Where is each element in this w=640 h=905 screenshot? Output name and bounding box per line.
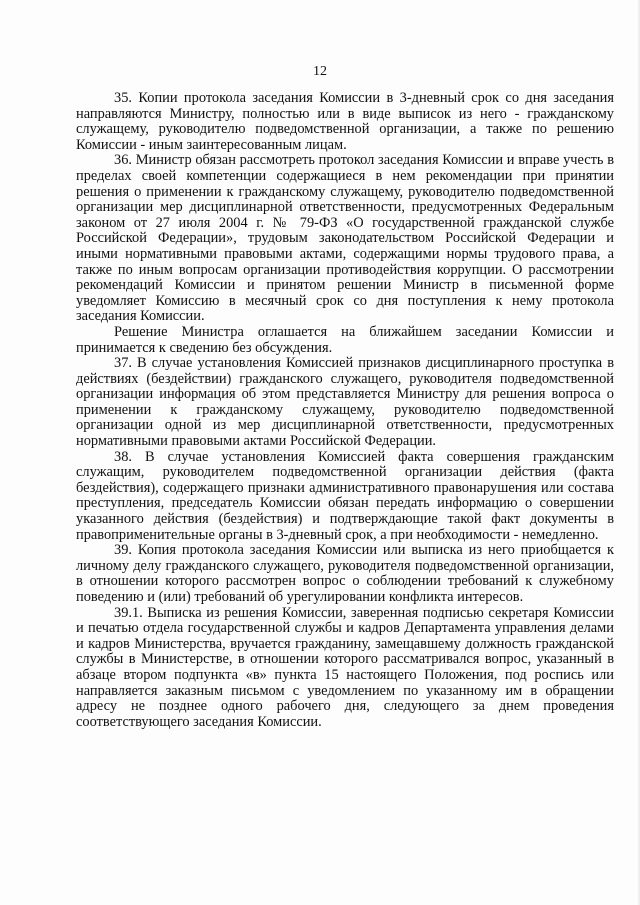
paragraph-39: 39. Копия протокола заседания Комиссии или выписка из него приобщается к личному делу гражданского служащего, руководителя подведомственной организации, в отношении которого рассмотрен вопрос о соблюдении требований к служебному поведению и (или) требований об урегулировании конфликта интересов. <box>76 542 614 605</box>
paragraph-38: 38. В случае установления Комиссией факта совершения гражданским служащим, руководителем подведомственной организации действия (факта бездействия), содержащего признаки административного правонарушения или состава преступления, председатель Комиссии обязан передать информацию о совершении указанного действия (бездействия) и подтверждающие такой факт документы в правоприменительные органы в 3-дневный срок, а при необходимости - немедленно. <box>76 448 614 543</box>
paragraph-35: 35. Копии протокола заседания Комиссии в 3-дневный срок со дня заседания направляются Министру, полностью или в виде выписок из него - гражданскому служащему, руководителю подведомственной организации, а также по решению Комиссии - иным заинтересованным лицам. <box>76 90 614 153</box>
paragraph-39-1: 39.1. Выписка из решения Комиссии, заверенная подписью секретаря Комиссии и печатью отдела государственной службы и кадров Департамента управления делами и кадров Министерства, вручается гражданину, замещавшему должность гражданской службы в Министерстве, в отношении которого рассматривался вопрос, указанный в абзаце втором подпункта «в» пункта 15 настоящего Положения, под роспись или направляется заказным письмом с уведомлением по указанному им в обращении адресу не позднее одного рабочего дня, следующего за днем проведения соответствующего заседания Комиссии. <box>76 604 614 730</box>
page-number: 12 <box>313 64 327 79</box>
paragraph-36: 36. Министр обязан рассмотреть протокол заседания Комиссии и вправе учесть в пределах своей компетенции содержащиеся в нем рекомендации при принятии решения о применении к гражданскому служащему, руководителю подведомственной организации мер дисциплинарной ответственности, предусмотренных Федеральным законом от 27 июля 2004 г. № 79-ФЗ «О государственной гражданской службе Российской Федерации», трудовым законодательством Российской Федерации и иными нормативными правовыми актами, содержащими нормы трудового права, а также по иным вопросам организации противодействия коррупции. О рассмотрении рекомендаций Комиссии и принятом решении Министр в письменной форме уведомляет Комиссию в месячный срок со дня поступления к нему протокола заседания Комиссии. <box>76 152 614 325</box>
paragraph-37: 37. В случае установления Комиссией признаков дисциплинарного проступка в действиях (бездействии) гражданского служащего, руководителя подведомственной организации информация об этом представляется Министру для решения вопроса о применении к гражданскому служащему, руководителю подведомственной организации одной из мер дисциплинарной ответственности, предусмотренных нормативными правовыми актами Российской Федерации. <box>76 355 614 450</box>
paragraph-36-minister-decision: Решение Министра оглашается на ближайшем заседании Комиссии и принимается к сведению без обсуждения. <box>76 323 614 356</box>
document-body <box>76 91 614 730</box>
